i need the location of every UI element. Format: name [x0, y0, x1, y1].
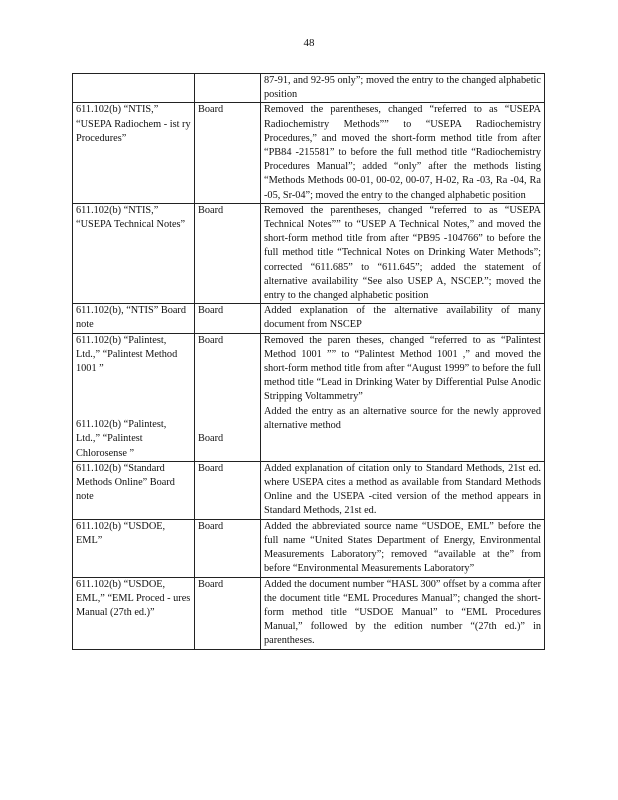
source-text-2: Board — [198, 432, 224, 444]
section-cell: 611.102(b) “Standard Methods Online” Board note — [73, 461, 195, 519]
description-cell: Removed the parentheses, changed “referred to as “USEPA Radiochemistry Methods”” to “USEPA Radiochemistry Procedures,” and moved the short-form method title from after “PB84 -215581” to before the full method title “Radiochemistry Procedures Manual”; added “only” after the methods listing “Methods Methods 00-01, 00-02, 00-07, H-02, Ra -03, Ra -04, Ra -05, Sr-04”; moved the entry to the changed alphabetic position — [261, 103, 545, 203]
source-cell — [195, 333, 261, 461]
table-row — [73, 304, 545, 333]
source-text: Board — [198, 334, 224, 346]
description-cell: Added explanation of citation only to Standard Methods, 21st ed. where USEPA cites a method as available from Standard Methods Online and the USEPA -cited version of the method appears in Standard Methods, 21st ed. — [261, 461, 545, 519]
section-text-2: 611.102(b) “Palintest, Ltd.,” “Palintest Chlorosense ” — [76, 419, 167, 459]
section-cell — [73, 74, 195, 103]
changes-table — [72, 73, 545, 650]
description-cell: Added explanation of the alternative availability of many document from NSCEP — [261, 304, 545, 333]
table-row — [73, 74, 545, 103]
table-row — [73, 203, 545, 303]
source-cell: Board — [195, 304, 261, 333]
source-cell — [195, 74, 261, 103]
page-number: 48 — [303, 37, 315, 49]
section-text: 611.102(b) “Palintest, Ltd.,” “Palintest Method 1001 ” — [76, 334, 178, 375]
table-row — [73, 519, 545, 577]
description-cell: 87-91, and 92-95 only”; moved the entry to the changed alphabetic position — [261, 74, 545, 103]
description-cell: Added the document number “HASL 300” offset by a comma after the document title “EML Procedures Manual”; changed the short-form method title “USDOE Manual” to “EML Procedures Manual,” followed by the edition number “(27th ed.)” in parentheses. — [261, 577, 545, 649]
description-cell: Removed the parentheses, changed “referred to as “USEPA Technical Notes”” to “USEP A Technical Notes,” and moved the short-form method title from after “PB95 -104766” to before the full method title “Technical Notes on Drinking Water Methods”; corrected “611.685” to “611.645”; added the statement of alternative availability “See also USEP A, NSCEP.”; moved the entry to the changed alphabetic position — [261, 203, 545, 303]
section-cell: 611.102(b) “USDOE, EML,” “EML Proced - ures Manual (27th ed.)” — [73, 577, 195, 649]
description-text-2: Added the entry as an alternative source for the newly approved alternative method — [264, 405, 541, 431]
section-cell: 611.102(b) “USDOE, EML” — [73, 519, 195, 577]
source-cell: Board — [195, 519, 261, 577]
description-cell: Added the abbreviated source name “USDOE, EML” before the full name “United States Department of Energy, Environmental Measurements Laboratory”; removed “available at the” from before “Environmental Measurements Laboratory” — [261, 519, 545, 577]
section-cell: 611.102(b), “NTIS” Board note — [73, 304, 195, 333]
section-cell: 611.102(b) “NTIS,” “USEPA Technical Notes” — [73, 203, 195, 303]
description-cell — [261, 333, 545, 461]
source-cell: Board — [195, 103, 261, 203]
source-cell: Board — [195, 461, 261, 519]
section-cell — [73, 333, 195, 461]
table-row — [73, 461, 545, 519]
table-row — [73, 577, 545, 649]
table-row — [73, 103, 545, 203]
description-text: Removed the paren theses, changed “referred to as “Palintest Method 1001 ”” to “Palintest Method 1001 ,” and moved the short-form method title from after “August 1999” to before the full method title “Lead in Drinking Water by Differential Pulse Anodic Stripping Voltammetry” — [264, 334, 541, 403]
table-row — [73, 333, 545, 461]
source-cell: Board — [195, 577, 261, 649]
source-cell: Board — [195, 203, 261, 303]
section-cell: 611.102(b) “NTIS,” “USEPA Radiochem - ist ry Procedures” — [73, 103, 195, 203]
